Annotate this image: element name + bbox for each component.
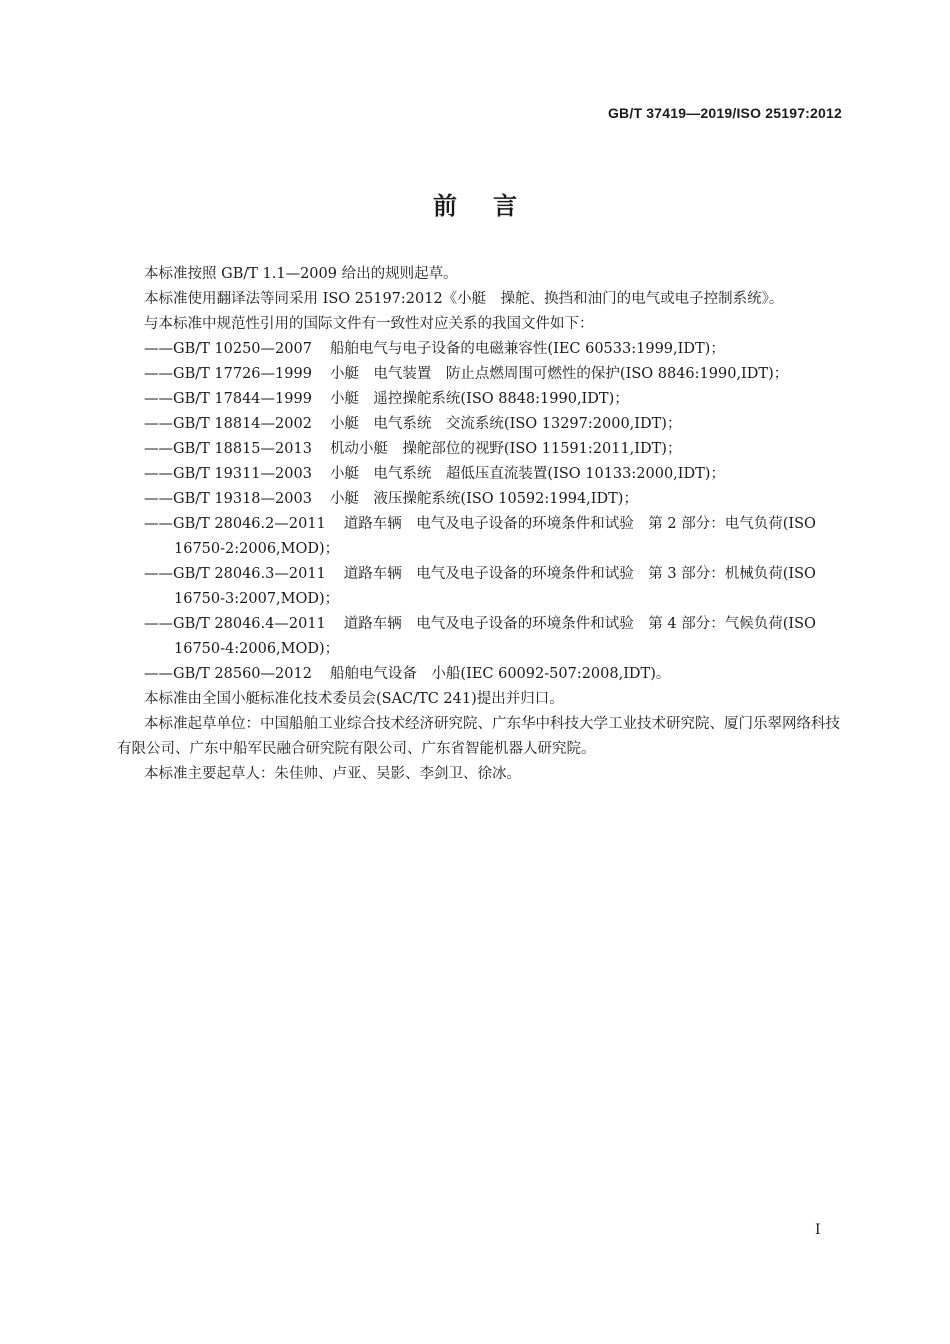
- document-code: GB/T 37419—2019/ISO 25197:2012: [607, 105, 842, 121]
- reference-item: [117, 412, 845, 437]
- reference-code: ——GB/T 17726—1999: [144, 366, 312, 382]
- reference-code: ——GB/T 28046.3—2011: [144, 566, 326, 582]
- paragraph-drafters: 本标准主要起草人：朱佳帅、卢亚、吴影、李剑卫、徐冰。: [144, 766, 521, 782]
- reference-list: [117, 337, 845, 687]
- reference-item: [117, 612, 845, 662]
- reference-title: 船舶电气与电子设备的电磁兼容性(IEC 60533:1999,IDT)；: [329, 341, 725, 357]
- paragraph-committee: 本标准由全国小艇标准化技术委员会(SAC/TC 241)提出并归口。: [144, 691, 564, 707]
- page-title: 前言: [433, 192, 553, 220]
- reference-title: 小艇 电气系统 超低压直流装置(ISO 10133:2000,IDT)；: [329, 466, 725, 482]
- reference-code: ——GB/T 28046.2—2011: [144, 516, 326, 532]
- paragraph-adoption: 本标准使用翻译法等同采用 ISO 25197:2012《小艇 操舵、换挡和油门的电气或电子控制系统》。: [144, 291, 784, 307]
- reference-item: [117, 437, 845, 462]
- reference-code: ——GB/T 10250—2007: [144, 341, 312, 357]
- reference-item: [117, 337, 845, 362]
- reference-title: 小艇 液压操舵系统(ISO 10592:1994,IDT)；: [329, 491, 638, 507]
- reference-code: ——GB/T 17844—1999: [144, 391, 312, 407]
- reference-item: [117, 462, 845, 487]
- paragraph-drafting-rules: 本标准按照 GB/T 1.1—2009 给出的规则起草。: [144, 266, 458, 282]
- reference-code: ——GB/T 19318—2003: [144, 491, 312, 507]
- reference-title: 小艇 电气系统 交流系统(ISO 13297:2000,IDT)；: [329, 416, 682, 432]
- reference-code: ——GB/T 18814—2002: [144, 416, 312, 432]
- page-number: I: [815, 1222, 821, 1238]
- foreword-body: [117, 262, 845, 787]
- reference-title: 小艇 遥控操舵系统(ISO 8848:1990,IDT)；: [329, 391, 629, 407]
- reference-code: ——GB/T 18815—2013: [144, 441, 312, 457]
- reference-title: 船舶电气设备 小船(IEC 60092-507:2008,IDT)。: [329, 666, 671, 682]
- reference-item: [117, 512, 845, 562]
- reference-title: 道路车辆 电气及电子设备的环境条件和试验 第 2 部分：电气负荷(ISO 16750-2:2006,MOD)；: [174, 516, 816, 557]
- reference-code: ——GB/T 19311—2003: [144, 466, 312, 482]
- reference-item: [117, 387, 845, 412]
- reference-title: 道路车辆 电气及电子设备的环境条件和试验 第 4 部分：气候负荷(ISO 16750-4:2006,MOD)；: [174, 616, 816, 657]
- paragraph-drafting-units: 本标准起草单位：中国船舶工业综合技术经济研究院、广东华中科技大学工业技术研究院、厦门乐翠网络科技有限公司、广东中船军民融合研究院有限公司、广东省智能机器人研究院。: [117, 716, 840, 757]
- reference-title: 道路车辆 电气及电子设备的环境条件和试验 第 3 部分：机械负荷(ISO 16750-3:2007,MOD)；: [174, 566, 816, 607]
- reference-code: ——GB/T 28046.4—2011: [144, 616, 326, 632]
- reference-title: 小艇 电气装置 防止点燃周围可燃性的保护(ISO 8846:1990,IDT)；: [329, 366, 789, 382]
- reference-title: 机动小艇 操舵部位的视野(ISO 11591:2011,IDT)；: [329, 441, 682, 457]
- reference-item: [117, 562, 845, 612]
- reference-item: [117, 662, 845, 687]
- reference-item: [117, 362, 845, 387]
- paragraph-references-intro: 与本标准中规范性引用的国际文件有一致性对应关系的我国文件如下：: [144, 316, 594, 332]
- reference-item: [117, 487, 845, 512]
- reference-code: ——GB/T 28560—2012: [144, 666, 312, 682]
